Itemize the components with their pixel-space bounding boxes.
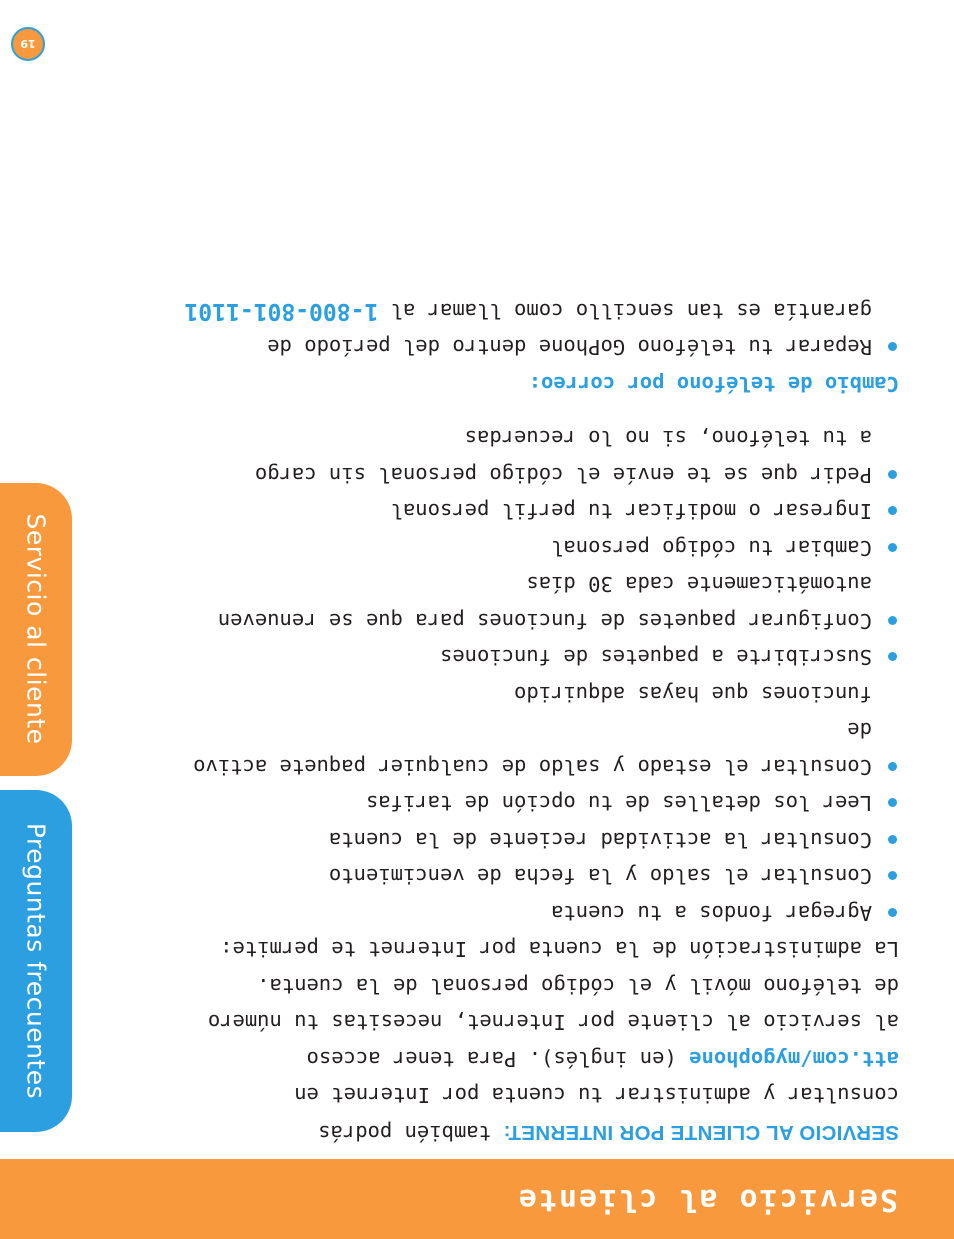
intro-paragraph bbox=[179, 931, 899, 1151]
bullet-dot bbox=[888, 343, 897, 352]
intro-lead: SERVICIO AL CLIENTE POR INTERNET: bbox=[503, 1121, 899, 1144]
page-title: Servicio al cliente bbox=[516, 1182, 898, 1217]
bullet-dot bbox=[888, 507, 897, 516]
bullet-dot bbox=[888, 543, 897, 552]
bullet-text: Consultar la actividad reciente de la cuenta bbox=[328, 828, 872, 852]
mail-section-heading: Cambio de teléfono por correo: bbox=[528, 372, 899, 396]
bullet-dot bbox=[888, 872, 897, 881]
bullet-text: Pedir que se te envíe el código personal sin cargo bbox=[254, 463, 872, 487]
bullet-text: Suscribirte a paquetes de funciones bbox=[440, 645, 872, 670]
list-item bbox=[179, 639, 899, 676]
intro-line4: al servicio al cliente por Internet, necesitas tu número bbox=[207, 1010, 899, 1035]
list-item bbox=[179, 858, 899, 895]
bullet-text: Consultar el saldo y la fecha de vencimiento bbox=[328, 864, 872, 889]
header-bar bbox=[0, 1159, 954, 1239]
intro-line3: (en inglés). Para tener acceso bbox=[306, 1047, 690, 1071]
bullet-dot bbox=[888, 653, 897, 662]
mail-bullet-line1: Reparar tu teléfono GoPhone dentro del período de bbox=[267, 335, 872, 360]
bullet-text: a tu teléfono, si no lo recuerdas bbox=[464, 426, 872, 451]
list-item bbox=[179, 493, 899, 530]
mail-section-list bbox=[179, 293, 899, 366]
bullet-text: Agregar fondos a tu cuenta bbox=[551, 901, 872, 925]
intro-line6: La administración de la cuenta por Internet te permite: bbox=[220, 937, 899, 962]
phone-number[interactable]: 1-800-801-1101 bbox=[184, 298, 379, 324]
page-number: 19 bbox=[11, 27, 45, 61]
intro-line5: de teléfono móvil y el código personal de la cuenta. bbox=[257, 974, 899, 998]
intro-line2: consultar y administrar tu cuenta por Internet en bbox=[294, 1083, 899, 1108]
bullet-dot bbox=[888, 470, 897, 479]
bullet-dot bbox=[888, 762, 897, 771]
list-item bbox=[179, 895, 899, 932]
bullet-text: Cambiar tu código personal bbox=[551, 536, 872, 560]
tab-servicio-al-cliente[interactable] bbox=[0, 483, 72, 776]
list-item bbox=[179, 785, 899, 822]
list-item bbox=[179, 293, 899, 366]
list-item bbox=[179, 420, 899, 493]
bullet-text: Leer los detalles de tu opción de tarifas bbox=[365, 791, 872, 816]
bullet-dot bbox=[888, 835, 897, 844]
bullet-dot bbox=[888, 908, 897, 917]
intro-line1: también podrás bbox=[318, 1121, 504, 1145]
bullet-dot bbox=[888, 799, 897, 808]
bullet-text: Consultar el estado y saldo de cualquier paquete activo de bbox=[193, 718, 872, 779]
list-item bbox=[179, 530, 899, 567]
tab-label-service: Servicio al cliente bbox=[21, 514, 51, 745]
content-body bbox=[179, 293, 899, 1152]
mail-bullet-line2: garantía es tan sencillo como llamar al bbox=[378, 299, 872, 323]
list-item bbox=[179, 822, 899, 859]
feature-list bbox=[179, 420, 899, 931]
tab-label-faq: Preguntas frecuentes bbox=[21, 822, 51, 1100]
bullet-dot bbox=[888, 616, 897, 625]
mygophone-link[interactable]: att.com/mygophone bbox=[689, 1047, 899, 1071]
tab-preguntas-frecuentes[interactable] bbox=[0, 790, 72, 1132]
list-item bbox=[179, 566, 899, 639]
bullet-text: funciones que hayas adquirido bbox=[514, 682, 872, 706]
bullet-text: automáticamente cada 30 días bbox=[526, 572, 872, 597]
bullet-text: Configurar paquetes de funciones para que se renueven bbox=[217, 609, 872, 633]
bullet-text: Ingresar o modificar tu perfil personal bbox=[390, 499, 872, 524]
list-item bbox=[179, 676, 899, 786]
